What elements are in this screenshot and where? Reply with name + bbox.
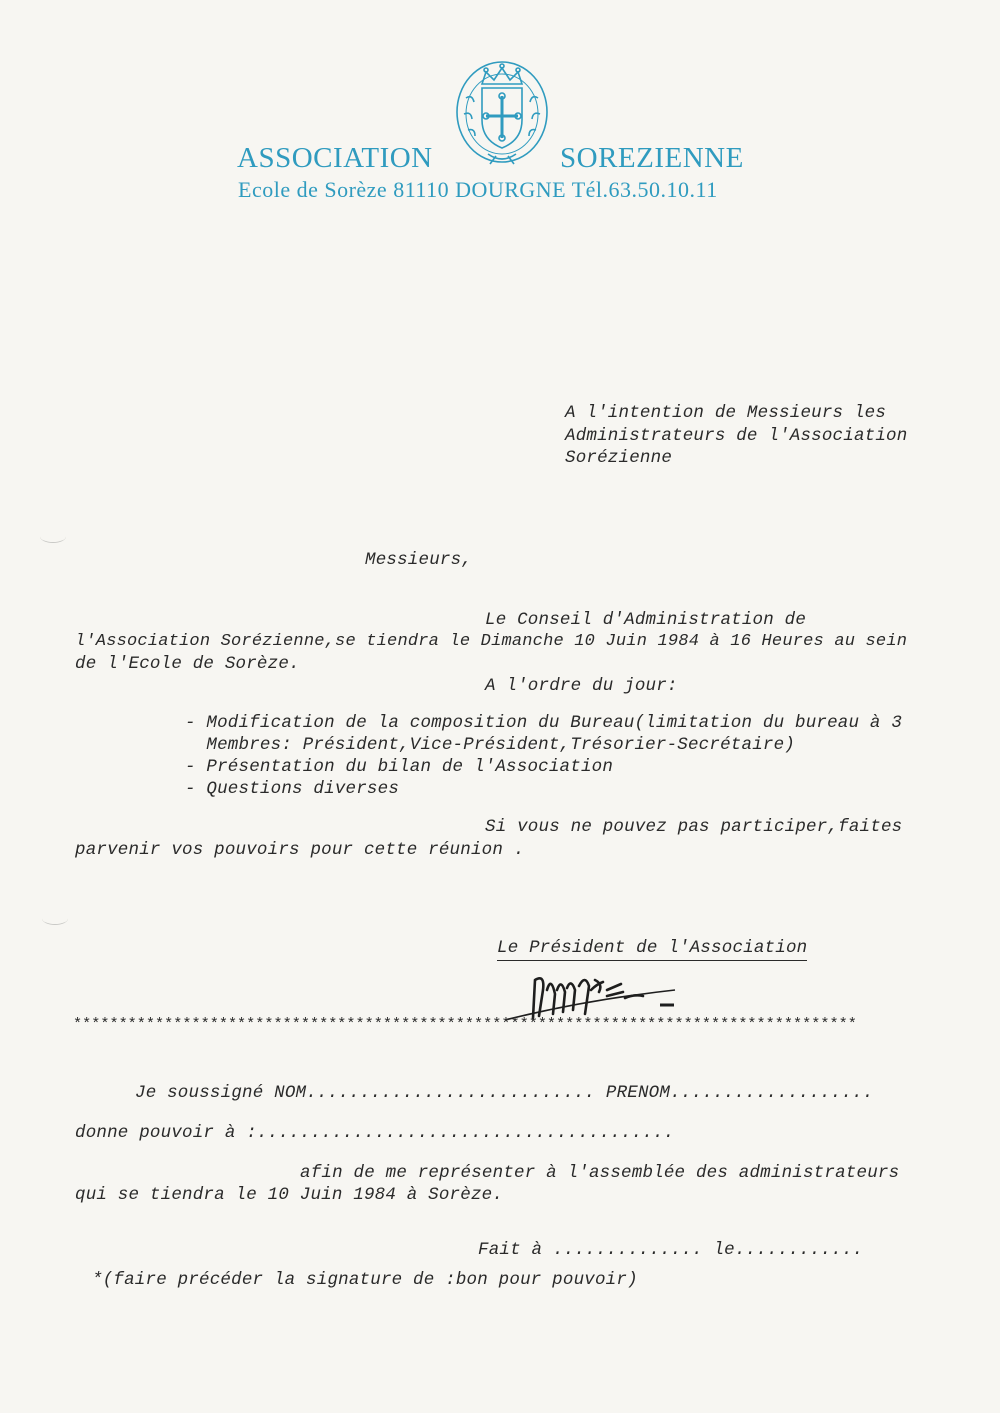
recipient-line: Administrateurs de l'Association <box>565 426 908 446</box>
salutation: Messieurs, <box>365 550 473 570</box>
closing-line: parvenir vos pouvoirs pour cette réunion . <box>75 840 525 860</box>
agenda-item: Membres: Président,Vice-Président,Trésorier-Secrétaire) <box>185 735 795 755</box>
agenda-item: - Présentation du bilan de l'Association <box>185 757 614 777</box>
letterhead-address: Ecole de Sorèze 81110 DOURGNE Tél.63.50.10.11 <box>238 177 718 202</box>
punch-hole <box>40 530 66 543</box>
letterhead-name-left: ASSOCIATION <box>237 142 433 174</box>
body-line: l'Association Sorézienne,se tiendra le Dimanche 10 Juin 1984 à 16 Heures au sein <box>75 632 908 651</box>
agenda-title: A l'ordre du jour: <box>485 676 678 696</box>
body-line: de l'Ecole de Sorèze. <box>75 654 300 674</box>
proxy-form-fait: Fait à .............. le............ <box>478 1240 864 1260</box>
proxy-form-note: *(faire précéder la signature de :bon pour pouvoir) <box>92 1270 638 1290</box>
closing-line: Si vous ne pouvez pas participer,faites <box>485 817 903 837</box>
body-line: Le Conseil d'Administration de <box>485 610 807 630</box>
signature-title: Le Président de l'Association <box>497 938 807 961</box>
crest-occitan-cross-icon <box>452 58 552 166</box>
separator-line: ************************************************************************************** <box>73 1015 857 1033</box>
proxy-form-proxy-line: donne pouvoir à :....................................... <box>75 1123 675 1143</box>
agenda-item: - Modification de la composition du Bureau(limitation du bureau à 3 <box>185 713 903 733</box>
proxy-form-name-line: Je soussigné NOM........................... PRENOM................... <box>135 1083 874 1103</box>
agenda-item: - Questions diverses <box>185 779 400 799</box>
proxy-form-purpose-line: afin de me représenter à l'assemblée des administrateurs <box>300 1163 900 1183</box>
letterhead-name-right: SOREZIENNE <box>560 142 744 174</box>
recipient-line: Sorézienne <box>565 448 673 468</box>
recipient-line: A l'intention de Messieurs les <box>565 403 887 423</box>
proxy-form-date-line: qui se tiendra le 10 Juin 1984 à Sorèze. <box>75 1185 504 1205</box>
punch-hole <box>42 912 68 925</box>
